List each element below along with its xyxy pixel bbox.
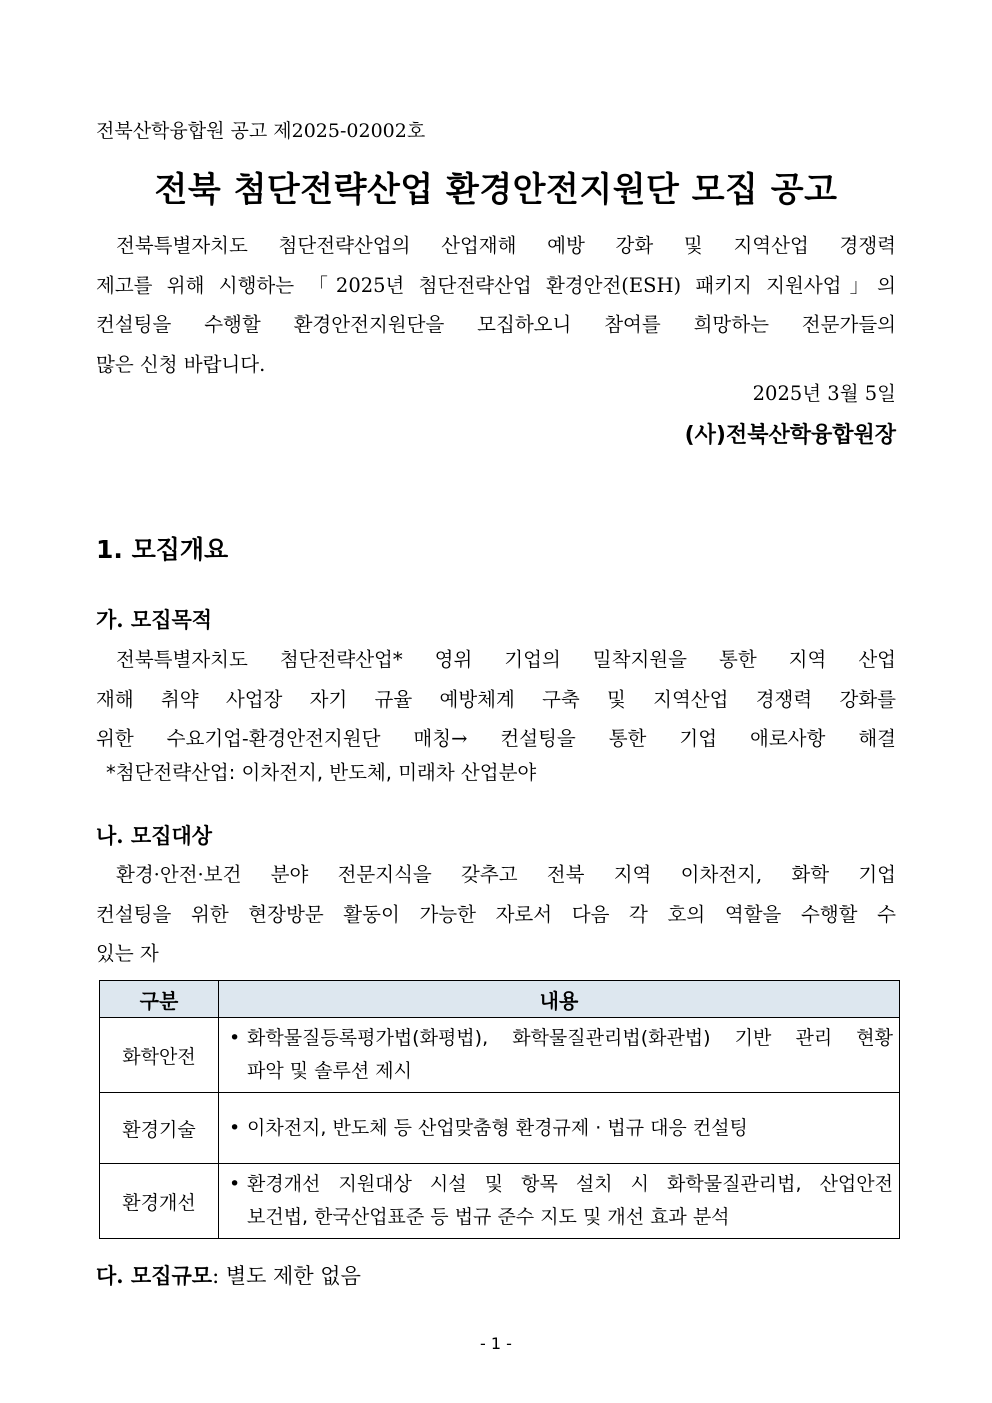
row-category: 환경개선 [100, 1164, 219, 1239]
row-category: 환경기술 [100, 1093, 219, 1164]
row-content-line: 파악 및 솔루션 제시 [247, 1060, 412, 1082]
target-line: 있는 자 [96, 942, 159, 965]
bullet-icon: • [229, 1173, 241, 1195]
page-title: 전북 첨단전략산업 환경안전지원단 모집 공고 [154, 170, 838, 210]
target-line: 컨설팅을 위한 현장방문 활동이 가능한 자로서 다음 각 호의 역할을 수행할 수 [96, 902, 896, 926]
scale-heading-label: 다. 모집규모 [96, 1263, 213, 1288]
intro-line: 제고를 위해 시행하는 「2025년 첨단전략산업 환경안전(ESH) 패키지 지원사업」의 [96, 273, 896, 297]
intro-line: 전북특별자치도 첨단전략산업의 산업재해 예방 강화 및 지역산업 경쟁력 [116, 234, 896, 257]
row-category: 화학안전 [100, 1018, 219, 1093]
target-line: 환경·안전·보건 분야 전문지식을 갖추고 전북 지역 이차전지, 화학 기업 [116, 863, 896, 886]
table-header-row [100, 981, 900, 1018]
purpose-heading: 가. 모집목적 [96, 607, 213, 632]
row-content-line: 화학물질등록평가법(화평법), 화학물질관리법(화관법) 기반 관리 현황 [247, 1027, 893, 1049]
bullet-icon: • [229, 1027, 241, 1049]
intro-line: 컨설팅을 수행할 환경안전지원단을 모집하오니 참여를 희망하는 전문가들의 [96, 313, 896, 336]
bullet-icon: • [229, 1116, 241, 1139]
purpose-paragraph [96, 640, 896, 759]
row-content [219, 1018, 900, 1093]
row-content-line: 보건법, 한국산업표준 등 법규 준수 지도 및 개선 효과 분석 [247, 1206, 730, 1228]
purpose-line: 재해 취약 사업장 자기 규율 예방체계 구축 및 지역산업 경쟁력 강화를 [96, 687, 896, 711]
row-content [219, 1093, 900, 1164]
row-content-line: 환경개선 지원대상 시설 및 항목 설치 시 화학물질관리법, 산업안전 [247, 1173, 893, 1195]
intro-line: 많은 신청 바랍니다. [96, 352, 266, 376]
header-content: 내용 [219, 981, 900, 1018]
notice-number: 전북산학융합원 공고 제2025-02002호 [96, 120, 426, 142]
section-heading: 1. 모집개요 [96, 535, 229, 564]
scale-text: : 별도 제한 없음 [212, 1264, 361, 1288]
scale-heading [96, 1260, 361, 1290]
header-category: 구분 [100, 981, 219, 1018]
purpose-line: 전북특별자치도 첨단전략산업* 영위 기업의 밀착지원을 통한 지역 산업 [116, 648, 896, 671]
row-content [219, 1164, 900, 1239]
target-paragraph [96, 855, 896, 974]
table-row [100, 1018, 900, 1093]
table-row [100, 1093, 900, 1164]
page-number: - 1 - [480, 1334, 512, 1353]
footnote: *첨단전략산업: 이차전지, 반도체, 미래차 산업분야 [106, 761, 537, 784]
issuer: (사)전북산학융합원장 [684, 423, 896, 448]
table-row [100, 1164, 900, 1239]
row-content-line: 이차전지, 반도체 등 산업맞춤형 환경규제 · 법규 대응 컨설팅 [247, 1116, 748, 1139]
target-heading: 나. 모집대상 [96, 823, 213, 848]
purpose-line: 위한 수요기업-환경안전지원단 매칭→ 컨설팅을 통한 기업 애로사항 해결 [96, 727, 896, 750]
intro-paragraph [96, 226, 896, 384]
roles-table [99, 980, 900, 1239]
notice-date: 2025년 3월 5일 [752, 382, 896, 405]
